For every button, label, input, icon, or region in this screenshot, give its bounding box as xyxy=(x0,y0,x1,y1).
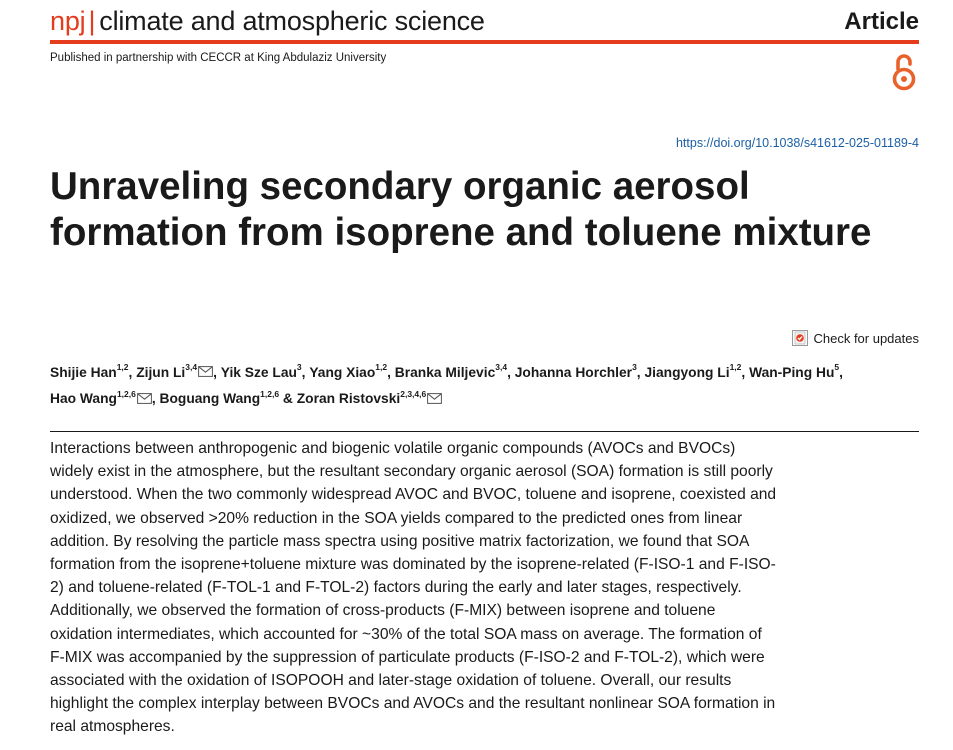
author-name[interactable] xyxy=(159,388,297,407)
email-envelope-icon[interactable] xyxy=(198,366,213,377)
author-affiliation: 3 xyxy=(632,362,637,372)
author-separator: & xyxy=(279,391,297,407)
article-page xyxy=(50,0,919,750)
author-separator: , xyxy=(151,391,160,407)
author-list xyxy=(50,357,919,410)
author-affiliation: 5 xyxy=(834,362,840,372)
author-separator: , xyxy=(128,364,137,380)
email-envelope-icon[interactable] xyxy=(427,393,442,404)
journal-header xyxy=(50,4,919,40)
author-name[interactable] xyxy=(309,362,395,380)
open-access-icon[interactable] xyxy=(889,52,919,92)
author-name-text: Yik Sze Lau xyxy=(220,364,297,380)
author-name-text: Boguang Wang xyxy=(159,391,261,407)
author-affiliation: 1,2,6 xyxy=(260,388,280,399)
author-name-text: Shijie Han xyxy=(50,364,117,380)
journal-prefix: npj xyxy=(50,6,86,36)
doi-link[interactable]: https://doi.org/10.1038/s41612-025-01189-4 xyxy=(675,136,919,150)
journal-title: climate and atmospheric science xyxy=(99,6,485,36)
author-affiliation: 3 xyxy=(296,362,302,372)
author-affiliation: 1,2 xyxy=(375,362,388,372)
author-name-text: Zijun Li xyxy=(136,364,186,380)
abstract-text: Interactions between anthropogenic and biogenic volatile organic compounds (AVOCs and BVOCs) widely exist in the atmosphere, but the resultant secondary organic aerosol (SOA) formation is still poorly understood. When the two commonly widespread AVOC and BVOC, toluene and isoprene, coexisted and oxidized, we observed >20% reduction in the SOA yields compared to the predicted ones from linear addition. By resolving the particle mass spectra using positive matrix factorization, we found that SOA formation from the isoprene+toluene mixture was dominated by the isoprene-related (F-ISO-1 and F-ISO-2) and toluene-related (F-TOL-1 and F-TOL-2) factors during the early and later stages, respectively. Additionally, we observed the formation of cross-products (F-MIX) between isoprene and toluene oxidation intermediates, which accounted for ~30% of the total SOA mass on average. The formation of F-MIX was accompanied by the suppression of particulate products (F-ISO-2 and F-TOL-2), which were associated with the oxidation of ISOPOOH and later-stage oxidation of toluene. Overall, our results highlight the complex interplay between BVOCs and AVOCs and the resultant nonlinear SOA formation in real atmospheres. xyxy=(50,440,777,736)
author-affiliation: 2,3,4,6 xyxy=(400,388,427,399)
author-separator: , xyxy=(213,364,221,380)
check-for-updates-label: Check for updates xyxy=(813,330,919,346)
author-separator: , xyxy=(387,364,395,380)
author-affiliation: 3,4 xyxy=(185,362,198,372)
check-for-updates-icon xyxy=(792,330,808,346)
author-name-text: Wan-Ping Hu xyxy=(749,364,835,380)
author-separator: , xyxy=(741,364,750,380)
author-name-text: Jiangyong Li xyxy=(644,364,730,380)
author-affiliation: 1,2,6 xyxy=(116,388,136,399)
author-separator: , xyxy=(839,364,843,380)
partnership-note: Published in partnership with CECCR at King Abdulaziz University xyxy=(50,52,387,64)
header-divider xyxy=(50,40,919,44)
author-name[interactable] xyxy=(644,362,750,380)
author-name-text: Hao Wang xyxy=(50,391,117,407)
author-name-text: Branka Miljevic xyxy=(394,364,496,380)
author-affiliation: 1,2 xyxy=(729,362,742,372)
author-name-text: Yang Xiao xyxy=(309,364,376,380)
journal-separator: | xyxy=(88,6,96,36)
author-name[interactable] xyxy=(296,388,443,407)
author-name[interactable] xyxy=(394,362,515,380)
author-name-text: Zoran Ristovski xyxy=(296,391,401,407)
author-name[interactable] xyxy=(220,362,310,380)
author-name[interactable] xyxy=(50,362,137,380)
email-envelope-icon[interactable] xyxy=(137,393,152,404)
article-title: Unraveling secondary organic aerosol formation from isoprene and toluene mixture xyxy=(50,165,872,254)
author-name[interactable] xyxy=(50,388,160,407)
author-affiliation: 3,4 xyxy=(495,362,508,372)
article-type-label: Article xyxy=(844,8,919,35)
author-affiliation: 1,2 xyxy=(116,362,129,372)
author-separator: , xyxy=(507,364,515,380)
author-name[interactable] xyxy=(749,362,843,380)
author-name[interactable] xyxy=(514,362,645,380)
check-for-updates-button[interactable] xyxy=(792,330,919,346)
abstract-divider xyxy=(50,431,919,432)
author-separator: , xyxy=(301,364,310,380)
author-name-text: Johanna Horchler xyxy=(514,364,633,380)
journal-name[interactable] xyxy=(50,6,485,37)
author-separator: , xyxy=(636,364,645,380)
author-name[interactable] xyxy=(136,362,221,380)
